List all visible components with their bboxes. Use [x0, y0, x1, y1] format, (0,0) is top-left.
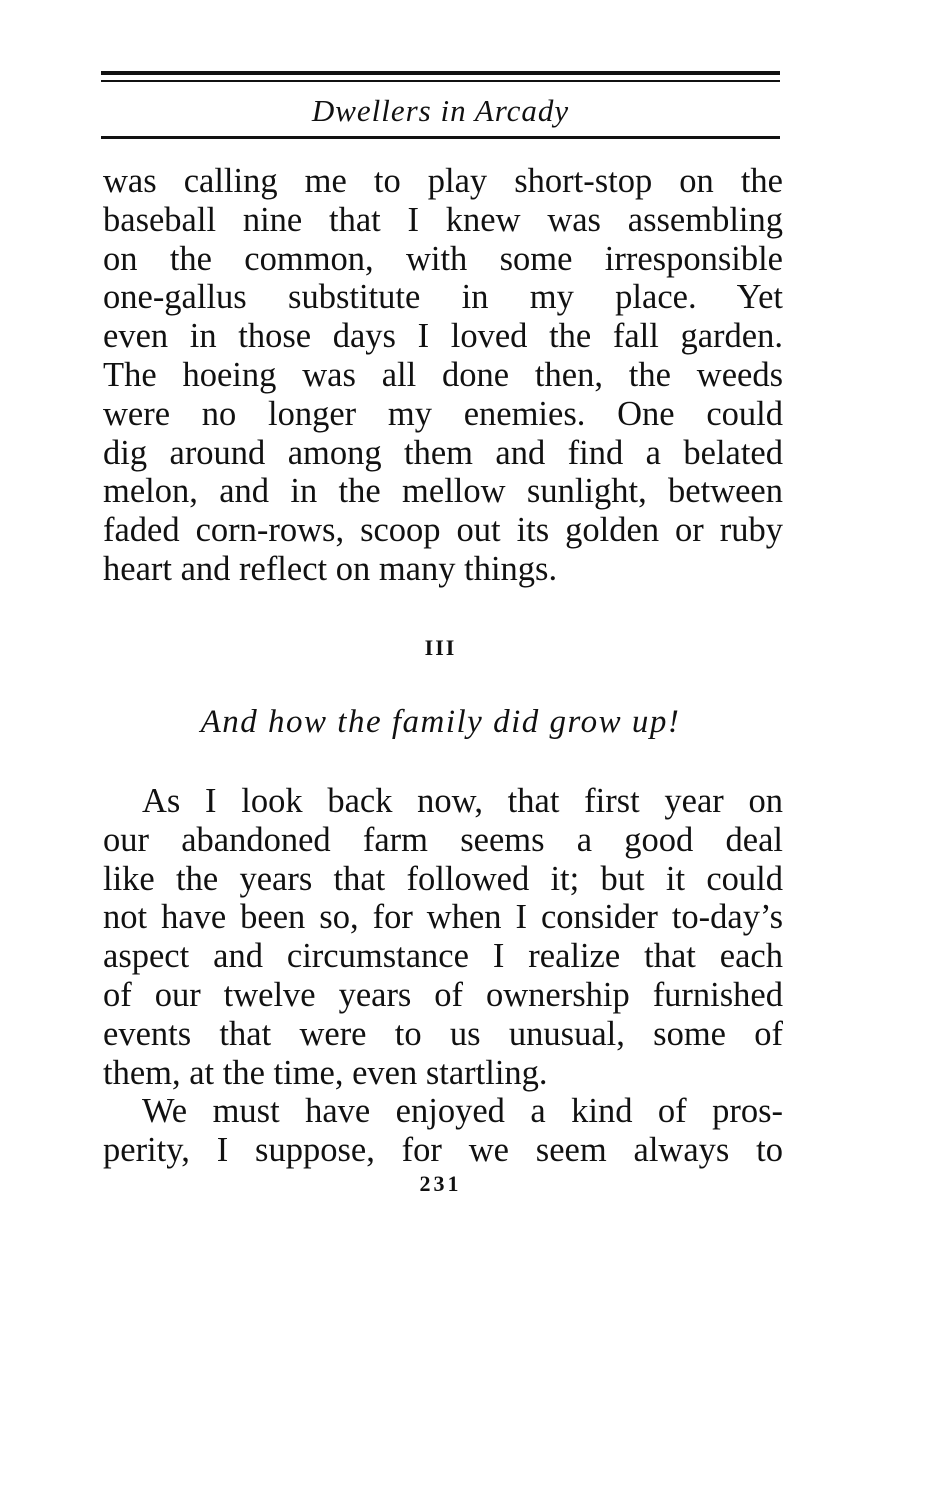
text-line: our abandoned farm seems a good deal — [103, 820, 783, 859]
text-line: were no longer my enemies. One could — [103, 394, 783, 433]
text-line: on the common, with some irresponsible — [103, 239, 783, 278]
running-head: Dwellers in Arcady — [311, 93, 570, 128]
text-line: heart and reflect on many things. — [103, 549, 558, 588]
text-line: The hoeing was all done then, the weeds — [103, 355, 783, 394]
text-line: events that were to us unusual, some of — [103, 1014, 783, 1053]
text-line: not have been so, for when I consider to-day’s — [103, 898, 783, 937]
text-line: dig around among them and find a belated — [103, 433, 783, 472]
header-rule-bottom — [101, 136, 780, 139]
text-line: As I look back now, that first year on — [142, 782, 783, 820]
text-line: like the years that followed it; but it could — [103, 859, 783, 898]
header-rule-top — [101, 71, 780, 75]
text-line: melon, and in the mellow sunlight, between — [103, 472, 783, 511]
text-line: one-gallus substitute in my place. Yet — [103, 278, 783, 317]
text-line: even in those days I loved the fall garden. — [103, 317, 783, 356]
text-line: perity, I suppose, for we seem always to — [103, 1131, 783, 1170]
section-numeral: III — [424, 635, 457, 660]
paragraph-continued — [103, 162, 783, 589]
text-line: aspect and circumstance I realize that each — [103, 937, 783, 976]
text-line: was calling me to play short-stop on the — [103, 162, 783, 200]
page-number: 231 — [419, 1171, 462, 1196]
text-line: baseball nine that I knew was assembling — [103, 200, 783, 239]
paragraph-body — [103, 782, 783, 1170]
text-line: We must have enjoyed a kind of pros- — [142, 1092, 783, 1131]
text-line: faded corn-rows, scoop out its golden or ruby — [103, 511, 783, 550]
text-line: them, at the time, even startling. — [103, 1053, 548, 1092]
section-epigraph: And how the family did grow up! — [200, 704, 681, 740]
text-line: of our twelve years of ownership furnished — [103, 975, 783, 1014]
header-rule-second — [101, 80, 780, 82]
